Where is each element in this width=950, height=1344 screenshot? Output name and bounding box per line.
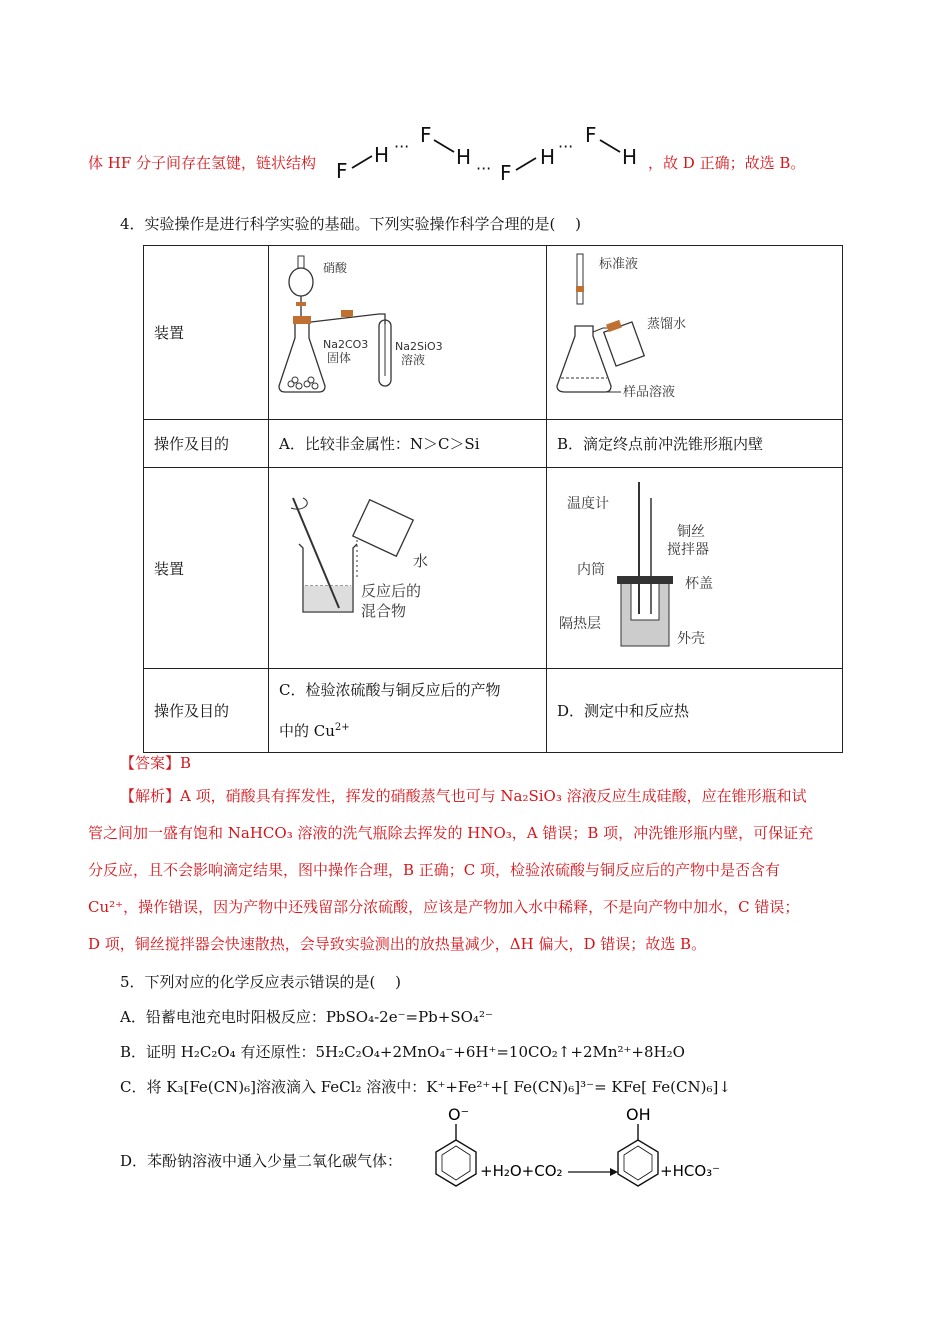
phenol-oh: OH bbox=[626, 1105, 651, 1124]
phenol-reaction-equation bbox=[430, 1102, 730, 1188]
svg-text:···: ··· bbox=[394, 137, 410, 156]
hf-text-prefix: 体 HF 分子间存在氢键，链状结构 bbox=[88, 154, 317, 172]
q5-option-a: A．铅蓄电池充电时阳极反应：PbSO₄-2e⁻=Pb+SO₄²⁻ bbox=[120, 1008, 493, 1026]
figure-c-dilution-apparatus bbox=[269, 468, 546, 664]
label: 杯盖 bbox=[685, 576, 713, 592]
label: 固体 bbox=[327, 351, 352, 365]
figure-d-calorimeter bbox=[547, 468, 842, 664]
analysis-line: D 项，铜丝搅拌器会快速散热，会导致实验测出的放热量减少，ΔH 偏大，D 错误；故选 B。 bbox=[88, 935, 707, 953]
option-c-line2: 中的 $Cu^{2+}$ bbox=[279, 721, 350, 740]
option-a: A．比较非金属性：N＞C＞Si bbox=[269, 420, 547, 468]
q5-option-c: C．将 K₃[Fe(CN)₆]溶液滴入 FeCl₂ 溶液中：K⁺+Fe²⁺+[ Fe(CN)₆]³⁻= KFe[ Fe(CN)₆]↓ bbox=[120, 1078, 731, 1096]
hf-atom: F bbox=[500, 161, 512, 185]
label: Na2SiO3 bbox=[395, 340, 443, 353]
phenoxide-o: O⁻ bbox=[448, 1105, 470, 1124]
label: 温度计 bbox=[567, 496, 609, 512]
figure-a-cell bbox=[269, 246, 547, 420]
label: 铜丝 bbox=[677, 524, 705, 540]
q5-option-d: D．苯酚钠溶液中通入少量二氧化碳气体： bbox=[120, 1152, 403, 1170]
label: 反应后的 bbox=[361, 582, 422, 600]
label: 隔热层 bbox=[559, 616, 601, 632]
figure-a-nitric-acid-apparatus bbox=[269, 246, 546, 415]
q4-stem: 4．实验操作是进行科学实验的基础。下列实验操作科学合理的是( ) bbox=[120, 215, 582, 233]
products: +HCO₃⁻ bbox=[660, 1162, 721, 1180]
hf-atom: F bbox=[420, 123, 432, 147]
label: 外壳 bbox=[677, 631, 705, 647]
label: 搅拌器 bbox=[667, 542, 709, 558]
row-label: 装置 bbox=[144, 246, 269, 420]
hf-text-suffix: ，故 D 正确；故选 B。 bbox=[648, 154, 806, 172]
label: 内筒 bbox=[577, 562, 605, 578]
label: 溶液 bbox=[401, 353, 426, 367]
option-c bbox=[269, 669, 547, 753]
option-c-line1: C．检验浓硫酸与铜反应后的产物 bbox=[279, 680, 501, 699]
label: 标准液 bbox=[599, 257, 639, 272]
hf-atom: H bbox=[540, 145, 556, 169]
label: 样品溶液 bbox=[623, 385, 676, 400]
svg-text:···: ··· bbox=[558, 137, 574, 156]
label: 水 bbox=[413, 552, 429, 570]
hf-atom: H bbox=[374, 143, 390, 167]
q5-option-b: B．证明 H₂C₂O₄ 有还原性：5H₂C₂O₄+2MnO₄⁻+6H⁺=10CO₂↑+2Mn²⁺+8H₂O bbox=[120, 1043, 685, 1061]
svg-text:···: ··· bbox=[476, 159, 492, 178]
hf-atom: F bbox=[585, 123, 597, 147]
hf-chain-structure bbox=[330, 118, 650, 188]
option-b: B．滴定终点前冲洗锥形瓶内壁 bbox=[547, 420, 843, 468]
q4-table bbox=[143, 245, 843, 753]
analysis bbox=[88, 778, 864, 963]
answer: 【答案】B bbox=[120, 754, 192, 772]
q5-stem: 5．下列对应的化学反应表示错误的是( ) bbox=[120, 973, 402, 991]
label: 蒸馏水 bbox=[647, 317, 687, 332]
reactants: +H₂O+CO₂ bbox=[480, 1162, 563, 1180]
label: Na2CO3 bbox=[323, 338, 369, 351]
hf-atom: H bbox=[456, 145, 472, 169]
figure-b-titration-apparatus bbox=[547, 246, 842, 415]
analysis-line: 分反应，且不会影响滴定结果，图中操作合理，B 正确；C 项，检验浓硫酸与铜反应后的产物中是否含有 bbox=[88, 861, 781, 879]
figure-d-cell bbox=[547, 468, 843, 669]
row-label: 装置 bbox=[144, 468, 269, 669]
label: 混合物 bbox=[361, 602, 407, 620]
figure-c-cell bbox=[269, 468, 547, 669]
analysis-line: 管之间加一盛有饱和 NaHCO₃ 溶液的洗气瓶除去挥发的 HNO₃，A 错误；B 项，冲洗锥形瓶内壁，可保证充 bbox=[88, 824, 814, 842]
figure-b-cell bbox=[547, 246, 843, 420]
label: 硝酸 bbox=[323, 261, 348, 275]
hf-atom: H bbox=[622, 145, 638, 169]
analysis-line: Cu²⁺，操作错误，因为产物中还残留部分浓硫酸，应该是产物加入水中稀释，不是向产物中加水，C 错误； bbox=[88, 898, 800, 916]
option-d: D．测定中和反应热 bbox=[547, 669, 843, 753]
row-label: 操作及目的 bbox=[144, 420, 269, 468]
analysis-line: 【解析】A 项，硝酸具有挥发性，挥发的硝酸蒸气也可与 Na₂SiO₃ 溶液反应生成硅酸，应在锥形瓶和试 bbox=[120, 787, 807, 805]
row-label: 操作及目的 bbox=[144, 669, 269, 753]
hf-atom: F bbox=[336, 159, 348, 183]
